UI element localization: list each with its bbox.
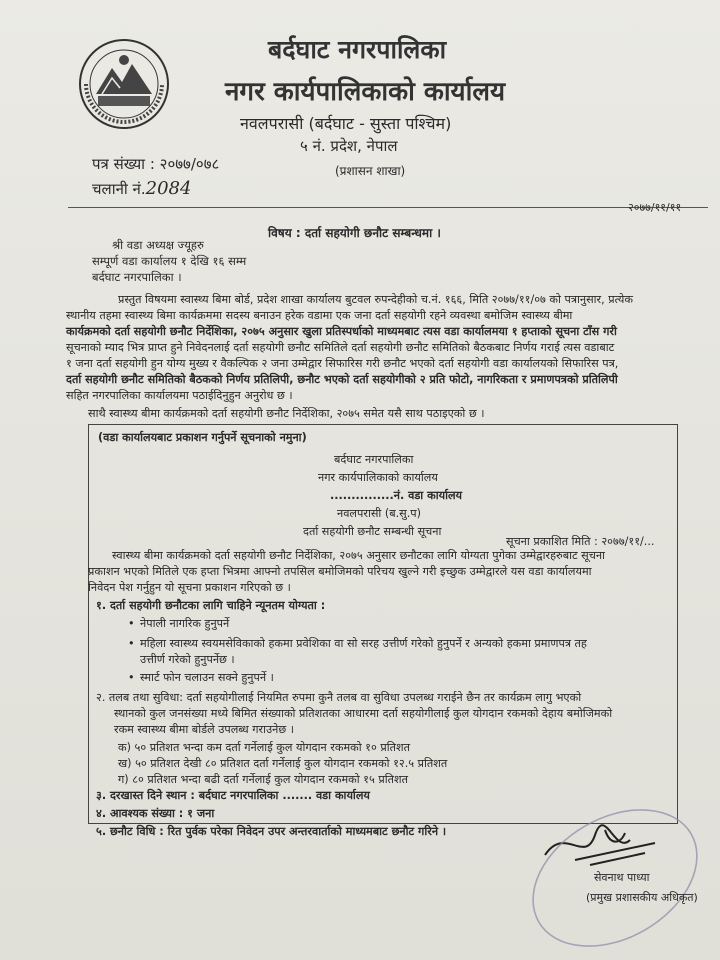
- section-1-item: • महिला स्वास्थ्य स्वयमसेविकाको हकमा प्रवेशिका वा सो सरह उत्तीर्ण गरेको हुनुपर्ने र अन्यको हकमा प्रमाणपत्र तह: [128, 637, 587, 650]
- body-line: साथै स्वास्थ्य बीमा कार्यक्रमको दर्ता सहयोगी छनौट निर्देशिका, २०७५ समेत यसै साथ पठाइएको छ ।: [88, 407, 485, 420]
- notice-published-date: सूचना प्रकाशित मिति : २०७७/११/...: [506, 535, 655, 548]
- section-5: ५. छनौट विधि : रित पुर्वक परेका निवेदन उपर अन्तरवार्ताको माध्यमबाट छनौट गरिने ।: [96, 825, 447, 838]
- office-address: नवलपरासी (बर्दघाट - सुस्ता पश्चिम): [240, 114, 452, 133]
- section-4: ४. आवश्यक संख्या : १ जना: [96, 807, 215, 820]
- notice-heading: (वडा कार्यालयबाट प्रकाशन गर्नुपर्ने सूचनाको नमुना): [98, 431, 307, 444]
- notice-header-line: नगर कार्यपालिकाको कार्यालय: [318, 471, 438, 484]
- office-province: ५ नं. प्रदेश, नेपाल: [300, 137, 398, 155]
- letter-date: २०७७/११/११: [628, 201, 682, 214]
- notice-intro-line: प्रकाशन भएको मितिले एक हप्ता भित्रमा आफ्नो तपसिल बमोजिमको परिचय खुल्ने गरी इच्छुक उम्मेद्वारले यस वडा कार्यालयमा: [88, 565, 592, 578]
- dispatch-number: [92, 178, 191, 199]
- dispatch-number-label: चलानी नं.: [92, 180, 146, 198]
- section-1-item: • स्मार्ट फोन चलाउन सक्ने हुनुपर्ने ।: [128, 671, 274, 684]
- notice-header-line: नवलपरासी (ब.सु.प): [337, 507, 422, 520]
- recipient-line: सम्पूर्ण वडा कार्यालय १ देखि १६ सम्म: [92, 254, 247, 268]
- notice-header-line: दर्ता सहयोगी छनौट सम्बन्धी सूचना: [303, 525, 442, 538]
- municipality-name: बर्दघाट नगरपालिका: [268, 35, 447, 64]
- office-name: नगर कार्यपालिकाको कार्यालय: [225, 77, 506, 107]
- body-line: कार्यक्रमको दर्ता सहयोगी छनौट निर्देशिका, २०७५ अनुसार खुला प्रतिस्पर्धाको माध्यमबाट त्यस वडा कार्यालमया १ हप्ताको सूचना टाँस गरी: [66, 325, 617, 338]
- office-branch: (प्रशासन शाखा): [335, 164, 406, 178]
- body-line: स्थानीय तहमा स्वास्थ्य बिमा कार्यक्रममा सदस्य बनाउन हरेक वडामा एक जना दर्ता सहयोगी रहने व्यवस्था बमोजिम स्वास्थ्य बीमा: [66, 309, 573, 322]
- section-1-item: • नेपाली नागरिक हुनुपर्ने: [128, 617, 230, 630]
- section-2-line: स्थानको कुल जनसंख्या मध्ये बिमित संख्याको प्रतिशतका आधारमा दर्ता सहयोगीलाई कुल योगदान रकमको देहाय बमोजिमको: [114, 707, 613, 720]
- body-line: १ जना दर्ता सहयोगी हुन योग्य मुख्य र वैकल्पिक २ जना उम्मेद्वार सिफारिस गरी छनौट भएको दर्ता सहयोगी वडा कार्यालयको सिफारिस पत्र,: [66, 357, 619, 370]
- signatory-title: (प्रमुख प्रशासकीय अधिकृत): [586, 891, 698, 904]
- notice-intro-line: निवेदन पेश गर्नुहुन यो सूचना प्रकाशन गरिएको छ ।: [88, 581, 291, 594]
- handwritten-signature: [535, 815, 685, 873]
- section-1-item-continued: उत्तीर्ण गरेको हुनुपर्नेछ ।: [140, 653, 235, 666]
- section-1-title: १. दर्ता सहयोगी छनौटका लागि चाहिने न्यूनतम योग्यता :: [96, 599, 326, 612]
- section-2-line: २. तलब तथा सुविधा: दर्ता सहयोगीलाई नियमित रुपमा कुनै तलब वा सुविधा उपलब्ध गराईने छैन तर कार्यक्रम लागु भएको: [96, 691, 582, 704]
- recipient-line: श्री वडा अध्यक्ष ज्यूहरु: [112, 238, 204, 252]
- notice-intro-line: स्वास्थ्य बीमा कार्यक्रमको दर्ता सहयोगी छनौट निर्देशिका, २०७५ अनुसार छनौटका लागि योग्यता पुगेका उम्मेद्वारहरुबाट सूचना: [112, 549, 605, 562]
- header-divider: [68, 207, 708, 208]
- letter-subject: विषय : दर्ता सहयोगी छनौट सम्बन्धमा ।: [268, 226, 441, 240]
- body-line: सहित नगरपालिका कार्यालयमा पठाईदिनुहुन अनुरोध छ ।: [66, 389, 293, 402]
- section-3: ३. दरखास्त दिने स्थान : बर्दघाट नगरपालिका ....... वडा कार्यालय: [96, 789, 370, 802]
- body-line: प्रस्तुत विषयमा स्वास्थ्य बिमा बोर्ड, प्रदेश शाखा कार्यालय बुटवल रुपन्देहीको च.नं. १६६, मिति २०७७/११/०७ को पत्रानुसार, प्रत्येक: [118, 293, 633, 306]
- letter-reference-number: पत्र संख्या : २०७७/०७८: [92, 155, 220, 173]
- body-line: दर्ता सहयोगी छनौट समितिको बैठकको निर्णय प्रतिलिपी, छनौट भएको दर्ता सहयोगीको २ प्रति फोटो, नागरिकता र प्रमाणपत्रको प्रतिलिपी: [66, 373, 618, 386]
- municipality-emblem-logo: [78, 38, 170, 130]
- section-2-item: क) ५० प्रतिशत भन्दा कम दर्ता गर्नेलाई कुल योगदान रकमको १० प्रतिशत: [118, 741, 410, 754]
- body-line: सूचनाको म्याद भित्र प्राप्त हुने निवेदनलाई दर्ता सहयोगी छनौट समितिले दर्ता सहयोगी छनौट समितिको बैठकबाट निर्णय गराई त्यस वडाबाट: [66, 341, 615, 354]
- signatory-name: सेवनाथ पाध्या: [594, 871, 650, 884]
- notice-header-line: बर्दघाट नगरपालिका: [334, 453, 414, 466]
- section-2-item: ख) ५० प्रतिशत देखी ८० प्रतिशत दर्ता गर्नेलाई कुल योगदान रकमको १२.५ प्रतिशत: [118, 757, 448, 770]
- notice-header-line: ...............नं. वडा कार्यालय: [330, 489, 463, 502]
- dispatch-number-value: 2084: [145, 178, 192, 199]
- section-2-item: ग) ८० प्रतिशत भन्दा बढी दर्ता गर्नेलाई कुल योगदान रकमको १५ प्रतिशत: [118, 773, 408, 786]
- section-2-line: रकम स्वास्थ्य बीमा बोर्डले उपलब्ध गराउनेछ ।: [114, 723, 294, 736]
- recipient-line: बर्दघाट नगरपालिका ।: [92, 270, 182, 284]
